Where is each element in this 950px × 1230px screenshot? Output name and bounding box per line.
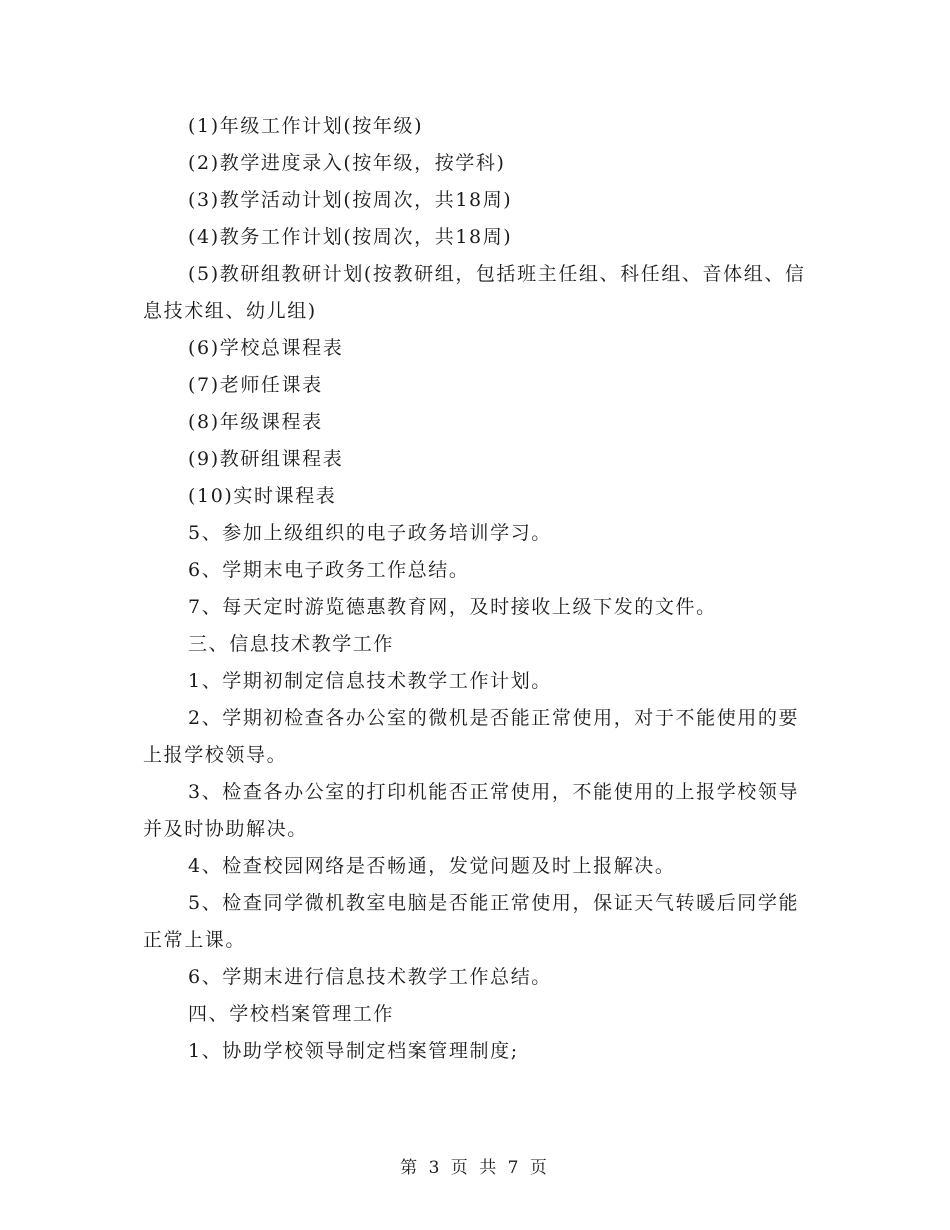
paragraph: 6、学期末进行信息技术教学工作总结。 — [188, 966, 552, 988]
paragraph: (1)年级工作计划(按年级) — [188, 115, 424, 137]
paragraph: 7、每天定时游览德惠教育网，及时接收上级下发的文件。 — [188, 596, 717, 618]
paragraph: (4)教务工作计划(按周次，共18周) — [188, 226, 513, 248]
paragraph: 2、学期初检查各办公室的微机是否能正常使用，对于不能使用的要上报学校领导。 — [143, 707, 800, 766]
paragraph: (7)老师任课表 — [188, 374, 323, 396]
paragraph: 6、学期末电子政务工作总结。 — [188, 559, 470, 581]
paragraph: (3)教学活动计划(按周次，共18周) — [188, 189, 513, 211]
paragraph: (8)年级课程表 — [188, 411, 323, 433]
paragraph: 5、参加上级组织的电子政务培训学习。 — [188, 522, 552, 544]
page-footer: 第 3 页 共 7 页 — [400, 1158, 550, 1178]
paragraph: 1、学期初制定信息技术教学工作计划。 — [188, 670, 552, 692]
paragraph: (10)实时课程表 — [188, 485, 337, 507]
paragraph: 5、检查同学微机教室电脑是否能正常使用，保证天气转暖后同学能正常上课。 — [143, 892, 800, 951]
section-heading: 三、信息技术教学工作 — [188, 633, 395, 655]
section-heading: 四、学校档案管理工作 — [188, 1003, 395, 1025]
paragraph: 3、检查各办公室的打印机能否正常使用，不能使用的上报学校领导并及时协助解决。 — [143, 781, 800, 840]
paragraph: (2)教学进度录入(按年级，按学科) — [188, 152, 506, 174]
document-body — [143, 108, 813, 1070]
paragraph: 4、检查校园网络是否畅通，发觉问题及时上报解决。 — [188, 855, 676, 877]
paragraph: (9)教研组课程表 — [188, 448, 344, 470]
paragraph: (6)学校总课程表 — [188, 337, 344, 359]
paragraph: (5)教研组教研计划(按教研组，包括班主任组、科任组、音体组、信息技术组、幼儿组) — [143, 263, 806, 322]
paragraph: 1、协助学校领导制定档案管理制度; — [188, 1040, 519, 1062]
